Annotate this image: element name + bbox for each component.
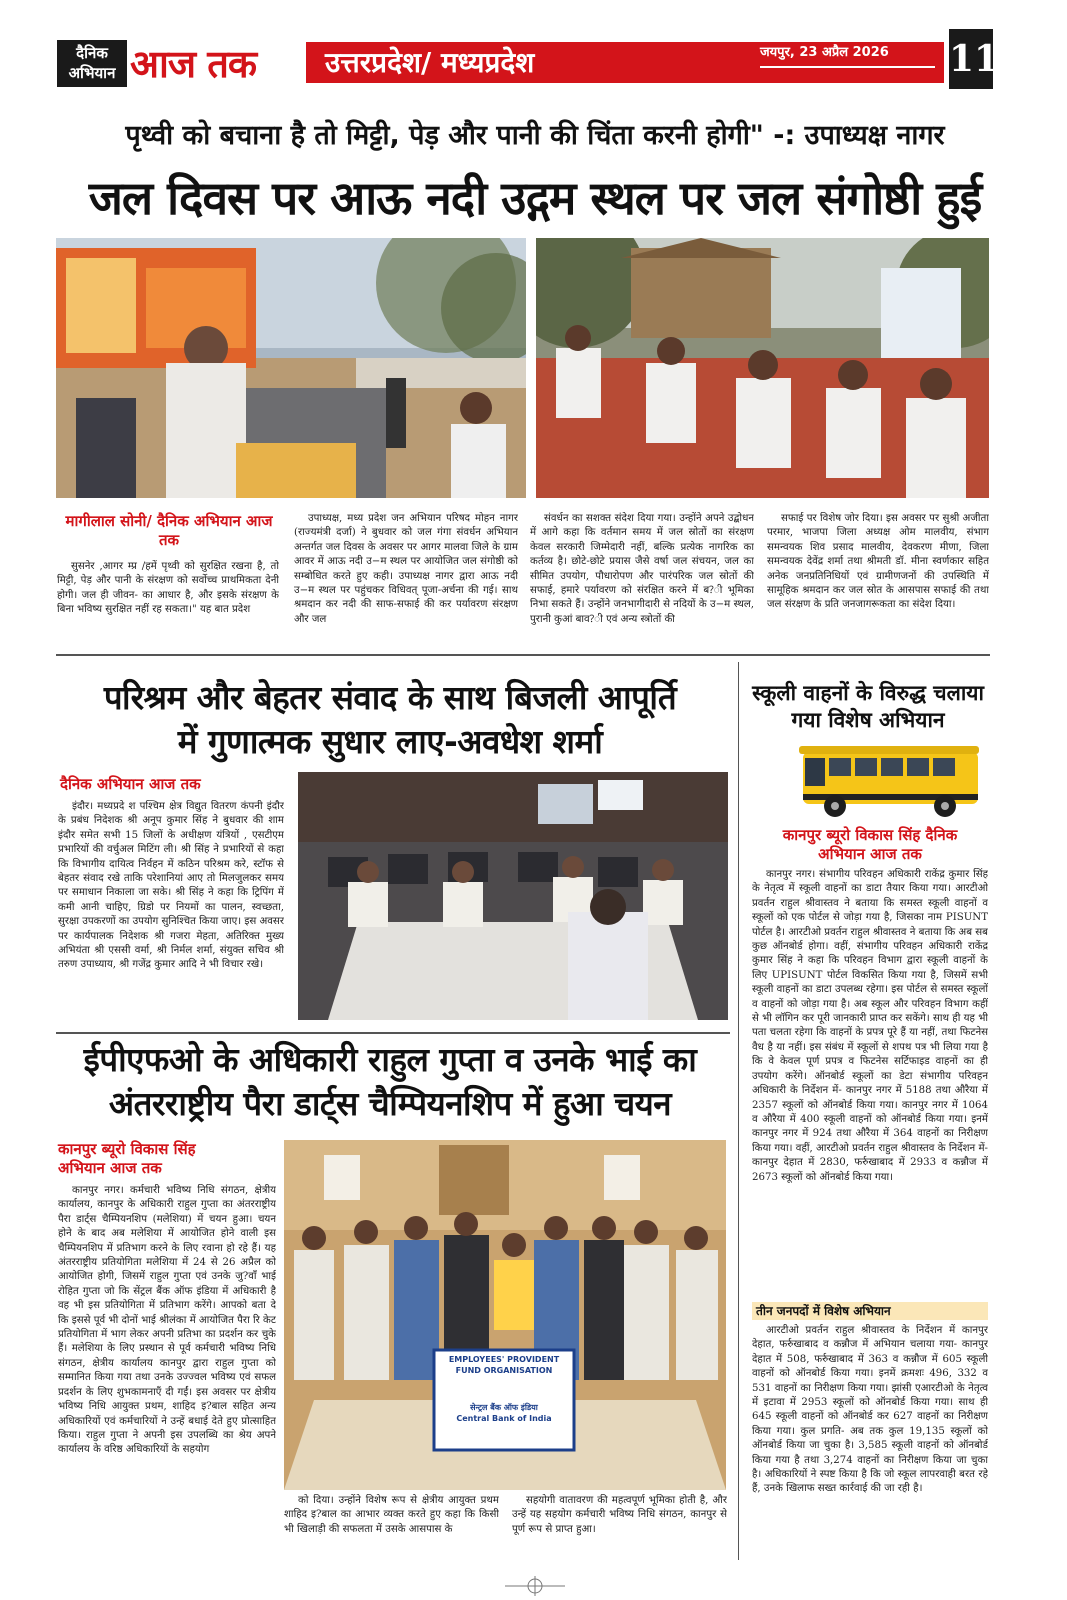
story1-col1-text: सुसनेर ,आगर म्प्र /हमें पृथ्वी को सुरक्षित रखना है, तो मिट्टी, पेड़ और पानी के संरक्षण को सर्वोच्च प्राथमिकता देनी होगी। जल ही जीवन- का आधार है, और इसके संरक्षण के बिना भविष्य सुरक्षित नहीं रह सकता।" यह बात प्रदेश	[57, 561, 279, 616]
story1-photo-speech	[56, 238, 526, 498]
story4-headline-2: गया विशेष अभियान	[791, 708, 945, 732]
story1-col4-text: सफाई पर विशेष जोर दिया। इस अवसर पर सुश्री अजीता परमार, भाजपा जिला अध्यक्ष ओम मालवीय, संभाग समन्वयक शिव प्रसाद मालवीय, देवकरण मीणा, जिला समन्वयक देवेंद्र शर्मा तथा श्रीमती डॉ. मीना स्वर्णकार सहित अनेक जनप्रतिनिधियों एवं ग्रामीणजनों की उपस्थिति में सामूहिक श्रमदान कर जल स्रोत के आसपास सफाई की तथा जल संरक्षण के प्रति जनजागरूकता का संदेश दिया।	[767, 513, 989, 611]
masthead-region: उत्तरप्रदेश/ मध्यप्रदेश	[325, 46, 535, 79]
story3-headline-1: ईपीएफओ के अधिकारी राहुल गुप्ता व उनके भाई का	[83, 1040, 697, 1079]
story3-col-left	[58, 1184, 276, 1554]
story4-body-2	[752, 1324, 988, 1556]
epfo-banner-line4: Central Bank of India	[456, 1414, 552, 1423]
story3-col-right-text: सहयोगी वातावरण की महत्वपूर्ण भूमिका होती है, और उन्हें यह सहयोग कर्मचारी भविष्य निधि संगठन, कानपुर से पूर्ण रूप से प्राप्त हुआ।	[512, 1495, 727, 1535]
masthead-date-underline	[760, 66, 935, 68]
story2-body-text: इंदौर। मध्यप्रदे श पश्चिम क्षेत्र विद्युत वितरण कंपनी इंदौर के प्रबंध निदेशक श्री अनूप कुमार सिंह ने बुधवार की शाम इंदौर समेत सभी 15 जिलों के अधीक्षण यंत्रियों , एसटीएम प्रभारियों की वर्चुअल मिटिंग ली। श्री सिंह ने प्रभारियों से कहा कि विभागीय दायित्व निर्वहन में कठिन परिश्रम करे, स्टॉफ से बेहतर संवाद रखे ताकि परेशानियां आए तो मिलजुलकर समय पर समाधान निकाला जा सके। श्री सिंह ने कहा कि ट्रिपिंग में कमी आनी चाहिए, ग्रिडो पर नियमों का पालन, स्वच्छता, सुरक्षा उपकरणों का उपयोग सुनिश्चित किया जाए। इस अवसर पर कार्यपालक निदेशक श्री गजरा मेहता, अतिरिक्त मुख्य अभियंता श्री एससी वर्मा, श्री निर्मल शर्मा, संयुक्त सचिव श्री तरुण उपाध्याय, श्री गजेंद्र कुमार आदि ने भी विचार रखे।	[58, 801, 284, 971]
school-bus-image	[795, 738, 985, 820]
story1-col4	[767, 512, 989, 644]
story4-byline-2: अभियान आज तक	[818, 845, 922, 863]
page-number: 11	[949, 29, 993, 89]
story3-col-mid-text: को दिया। उन्होंने विशेष रूप से क्षेत्रीय आयुक्त प्रथम शाहिद इ?बाल का आभार व्यक्त करते हुए कहा कि किसी भी खिलाड़ी की सफलता में उसके आसपास के	[284, 1495, 499, 1535]
story1-byline: मागीलाल सोनी/ दैनिक अभियान आज तक	[65, 512, 273, 549]
masthead-brand: आज तक	[130, 42, 257, 86]
story1-col3	[530, 512, 754, 644]
story1-kicker: पृथ्वी को बचाना है तो मिट्टी, पेड़ और पानी की चिंता करनी होगी" -: उपाध्यक्ष नागर	[125, 120, 945, 151]
story4-byline-1: कानपुर ब्यूरो विकास सिंह दैनिक	[782, 826, 958, 844]
masthead-logo	[57, 40, 127, 87]
story1-col1	[57, 560, 279, 644]
story4-headline-1: स्कूली वाहनों के विरुद्ध चलाया	[752, 681, 984, 705]
story1-headline: जल दिवस पर आऊ नदी उद्गम स्थल पर जल संगोष्ठी हुई	[88, 171, 982, 225]
logo-line-1: दैनिक	[76, 44, 108, 62]
story1-photo-audience	[536, 238, 989, 498]
story4-body-2-text: आरटीओ प्रवर्तन राहुल श्रीवास्तव के निर्देशन में कानपुर देहात, फर्रुखाबाद व कन्नौज में अभियान चलाया गया- कानपुर देहात में 508, फर्रुखाबाद में 363 व कन्नौज में 605 स्कूली वाहनों को ऑनबोर्ड किया गया। इनमें क्रमशः 496, 332 व 531 वाहनों का निरीक्षण किया गया। झांसी एआरटीओ के नेतृत्व में इटावा में 2953 स्कूलों को ऑनबोर्ड किया गया। साथ ही 645 स्कूली वाहनों को ऑनबोर्ड कर 627 वाहनों का निरीक्षण किया गया। कुल प्रगति- अब तक कुल 19,135 स्कूलों को ऑनबोर्ड किया जा चुका है। 3,585 स्कूली वाहनों को ऑनबोर्ड किया गया है तथा 3,274 वाहनों का निरीक्षण किया जा चुका है। अधिकारियों ने स्पष्ट किया है कि जो स्कूल लापरवाही बरत रहे हैं, उनके खिलाफ सख्त कार्रवाई की जा रही है।	[752, 1325, 988, 1495]
epfo-banner	[436, 1354, 572, 1424]
epfo-banner-line3: सेन्ट्रल बैंक ऑफ इंडिया	[470, 1403, 538, 1412]
story4-body-1-text: कानपुर नगर। संभागीय परिवहन अधिकारी राकेंद्र कुमार सिंह के नेतृत्व में स्कूली वाहनों का डाटा तैयार किया गया। आरटीओ प्रवर्तन राहुल श्रीवास्तव ने बताया कि समस्त स्कूली वाहनों व स्कूलों को एक पोर्टल से जोड़ा गया है, जिसका नाम PISUNT पोर्टल है। आरटीओ प्रवर्तन राहुल श्रीवास्तव ने बताया कि अब सब कुछ ऑनबोर्ड होगा। वहीं, संभागीय परिवहन अधिकारी राकेंद्र कुमार सिंह ने कहा कि परिवहन विभाग द्वारा स्कूली वाहनों के लिए UPISUNT पोर्टल विकसित किया गया है, जिसमें सभी स्कूली वाहनों का डाटा उपलब्ध रहेगा। इस पोर्टल से समस्त स्कूलों व वाहनों को जोड़ा गया है। अब स्कूल और परिवहन विभाग कहीं से भी लॉगिन कर पूरी जानकारी प्राप्त कर सकेंगे। साथ ही यह भी पता चलता रहेगा कि वाहनों के प्रपत्र पूरे हैं या नहीं, तथा फिटनेस वैध है या नहीं। इस संबंध में स्कूलों से शपथ पत्र भी लिया गया है कि वे केवल पूर्ण प्रपत्र व फिटनेस सर्टिफाइड वाहनों का ही उपयोग करेंगे। ऑनबोर्ड स्कूलों का डेटा संभागीय परिवहन अधिकारी के निर्देशन में- कानपुर नगर में 5188 तथा औरैया में 2357 स्कूलों को ऑनबोर्ड किया गया। कानपुर नगर में 1064 व औरैया में 400 स्कूली वाहनों को ऑनबोर्ड किया गया। इनमें कानपुर नगर में 924 तथा औरैया में 364 वाहनों का निरीक्षण किया गया। वहीं, आरटीओ प्रवर्तन राहुल श्रीवास्तव के निर्देशन में- कानपुर देहात में 2830, फर्रुखाबाद में 2933 व कन्नौज में 2673 स्कूलों को ऑनबोर्ड किया गया।	[752, 869, 988, 1183]
story1-col2-text: उपाध्यक्ष, मध्य प्रदेश जन अभियान परिषद मोहन नागर (राज्यमंत्री दर्जा) ने बुधवार को जल गंगा संवर्धन अभियान अन्तर्गत जल दिवस के अवसर पर आगर मालवा जिले के ग्राम आवर में आऊ नदी उ−म स्थल पर आयोजित जल संगोष्ठी को सम्बोधित करते हुए कही। उपाध्यक्ष नागर द्वारा आऊ नदी उ−म स्थल पर पहुंचकर विधिवत् पूजा-अर्चना की गई। साथ श्रमदान कर नदी की साफ-सफाई की कर पर्यावरण संरक्षण और जल	[294, 513, 518, 625]
story4-subhead: तीन जनपदों में विशेष अभियान	[752, 1302, 988, 1320]
story3-byline-2: अभियान आज तक	[58, 1159, 162, 1177]
story3-byline-1: कानपुर ब्यूरो विकास सिंह	[58, 1140, 196, 1158]
banner-spacer	[436, 1376, 572, 1402]
story2-byline: दैनिक अभियान आज तक	[60, 775, 201, 793]
column-divider	[738, 662, 739, 1560]
story2-headline-2: में गुणात्मक सुधार लाए-अवधेश शर्मा	[177, 722, 603, 761]
masthead-date: जयपुर, 23 अप्रैल 2026	[760, 45, 889, 60]
epfo-banner-line1: EMPLOYEES' PROVIDENT	[448, 1355, 560, 1364]
story3-headline-2: अंतरराष्ट्रीय पैरा डार्ट्स चैम्पियनशिप में हुआ चयन	[108, 1084, 672, 1123]
story-divider	[56, 1032, 730, 1034]
story1-col2	[294, 512, 518, 644]
story3-col-right	[512, 1494, 727, 1554]
section-divider	[56, 654, 990, 656]
story3-col-left-text: कानपुर नगर। कर्मचारी भविष्य निधि संगठन, क्षेत्रीय कार्यालय, कानपुर के अधिकारी राहुल गुप्ता का अंतरराष्ट्रीय पैरा डार्ट्स चैम्पियनशिप (मलेशिया) में चयन हुआ। चयन होने के बाद अब मलेशिया में आयोजित होने वाली इस चैम्पियनशिप में प्रतिभाग करने के लिए रवाना हो रहे हैं। यह अंतरराष्ट्रीय प्रतियोगिता मलेशिया में 24 से 26 अप्रैल को आयोजित होगी, जिसमें राहुल गुप्ता एवं उनके जु?वाँ भाई रोहित गुप्ता जो कि सेंट्रल बैंक ऑफ इंडिया में अधिकारी है वह भी इस प्रतियोगिता में प्रतिभाग करेंगे। आपको बता दे कि इससे पूर्व भी दोनों भाई श्रीलंका में आयोजित पैरा रि केट प्रतियोगिता में भाग लेकर अपनी प्रतिभा का प्रदर्शन कर चुके हैं। मलेशिया के लिए प्रस्थान से पूर्व कर्मचारी भविष्य निधि संगठन, क्षेत्रीय कार्यालय कानपुर द्वारा राहुल गुप्ता को सम्मानित किया गया तथा उनके उज्ज्वल भविष्य एवं सफल प्रदर्शन के लिए शुभकामनाएँ दी गईं। इस अवसर पर क्षेत्रीय भविष्य निधि आयुक्त प्रथम, शाहिद इ?बाल सहित अन्य अधिकारियों एवं कर्मचारियों ने उन्हें बधाई देते हुए प्रोत्साहित किया। राहुल गुप्ता ने अपनी इस उपलब्धि का श्रेय अपने कार्यालय के वरिष्ठ अधिकारियों के सहयोग	[58, 1185, 276, 1456]
story2-body	[58, 800, 284, 1018]
epfo-banner-line2: FUND ORGANISATION	[455, 1366, 553, 1375]
story2-photo-meeting	[298, 772, 728, 1020]
story3-photo-group	[284, 1140, 726, 1490]
registration-mark	[505, 1576, 565, 1596]
story2-headline-1: परिश्रम और बेहतर संवाद के साथ बिजली आपूर्ति	[103, 678, 677, 717]
story3-col-mid	[284, 1494, 499, 1554]
logo-line-2: अभियान	[68, 64, 116, 82]
story4-body-1	[752, 868, 988, 1300]
story1-col3-text: संवर्धन का सशक्त संदेश दिया गया। उन्होंने अपने उद्बोधन में आगे कहा कि वर्तमान समय में जल स्रोतों का संरक्षण केवल सरकारी जिम्मेदारी नहीं, बल्कि प्रत्येक नागरिक का कर्तव्य है। छोटे-छोटे प्रयास जैसे वर्षा जल संचयन, जल का सीमित उपयोग, पौधारोपण और पारंपरिक जल स्रोतों की सफाई, हमारे पर्यावरण को संरक्षित करने में ब?ी भूमिका निभा सकते हैं। उन्होंने जनभागीदारी से नदियों के उ−म स्थल, पुरानी कुआं बाव?ी एवं अन्य स्त्रोतों की	[530, 513, 754, 625]
